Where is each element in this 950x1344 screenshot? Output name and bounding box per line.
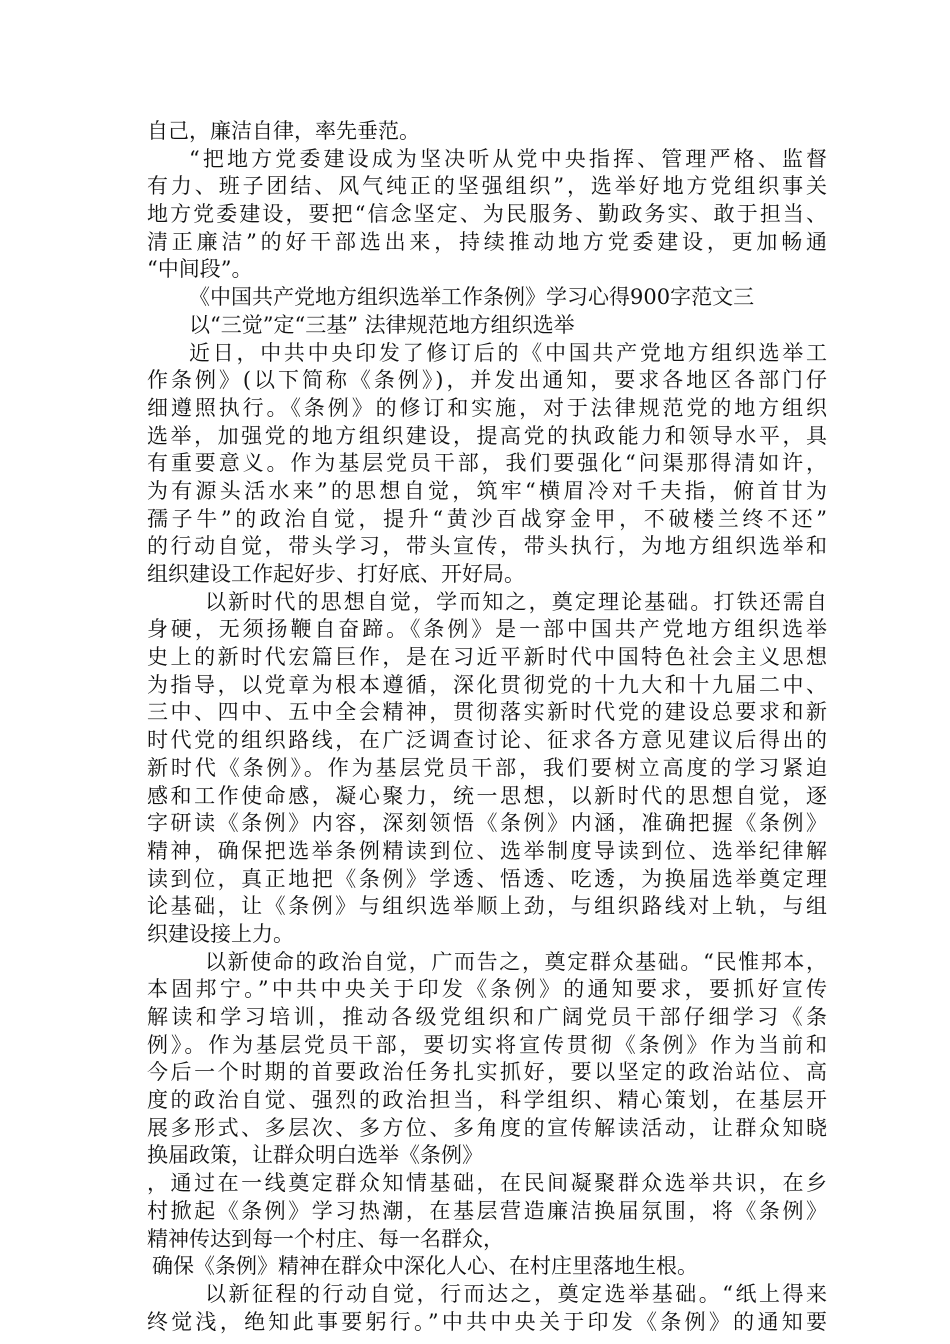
text-line: 展多形式、多层次、多方位、多角度的宣传解读活动，让群众知晓 <box>147 1115 827 1140</box>
text-line: 选举，加强党的地方组织建设，提高党的执政能力和领导水平，具 <box>147 423 827 448</box>
text-line: 以新使命的政治自觉，广而告之，奠定群众基础。“民惟邦本， <box>205 949 827 974</box>
text-line: 精神，确保把选举条例精读到位、选举制度导读到位、选举纪律解 <box>147 838 827 863</box>
text-line: “中间段”。 <box>147 257 253 282</box>
text-line: “把地方党委建设成为坚决听从党中央指挥、管理严格、监督 <box>189 146 827 171</box>
text-line: 感和工作使命感，凝心聚力，统一思想，以新时代的思想自觉，逐 <box>147 783 827 808</box>
text-line: 近日，中共中央印发了修订后的《中国共产党地方组织选举工 <box>189 340 827 365</box>
text-line: 时代党的组织路线，在广泛调查讨论、征求各方意见建议后得出的 <box>147 728 827 753</box>
text-line: 孺子牛”的政治自觉，提升“黄沙百战穿金甲，不破楼兰终不还” <box>147 506 827 531</box>
text-line: 今后一个时期的首要政治任务扎实抓好，要以坚定的政治站位、高 <box>147 1060 827 1085</box>
section-subtitle: 以“三觉”定“三基” 法律规范地方组织选举 <box>189 312 575 337</box>
text-line: 组织建设工作起好步、打好底、开好局。 <box>147 562 525 586</box>
text-line: 新时代《条例》。作为基层党员干部，我们要树立高度的学习紧迫 <box>147 755 827 780</box>
text-line: 细遵照执行。《条例》的修订和实施，对于法律规范党的地方组织 <box>147 395 827 420</box>
text-line: 自己，廉洁自律，率先垂范。 <box>147 119 420 143</box>
text-line: 读到位，真正地把《条例》学透、悟透、吃透，为换届选举奠定理 <box>147 866 827 891</box>
text-line: 度的政治自觉、强烈的政治担当，科学组织、精心策划，在基层开 <box>147 1088 827 1113</box>
text-line: 字研读《条例》内容，深刻领悟《条例》内涵，准确把握《条例》 <box>147 811 827 836</box>
text-line: 确保《条例》精神在群众中深化人心、在村庄里落地生根。 <box>152 1254 698 1279</box>
text-line: 以新时代的思想自觉，学而知之，奠定理论基础。打铁还需自 <box>205 589 827 614</box>
document-body <box>147 118 827 1336</box>
text-line: 的行动自觉，带头学习，带头宣传，带头执行，为地方组织选举和 <box>147 534 827 559</box>
text-line: 换届政策，让群众明白选举《条例》 <box>147 1143 483 1168</box>
text-line: 清正廉洁”的好干部选出来，持续推动地方党委建设，更加畅通 <box>147 229 827 254</box>
text-line: 论基础，让《条例》与组织选举顺上劲，与组织路线对上轨，与组 <box>147 894 827 919</box>
text-line: 有重要意义。作为基层党员干部，我们要强化“问渠那得清如许， <box>147 451 827 476</box>
text-line: 史上的新时代宏篇巨作，是在习近平新时代中国特色社会主义思想 <box>147 645 827 670</box>
text-line: 织建设接上力。 <box>147 921 294 946</box>
text-line: 作条例》(以下简称《条例》)，并发出通知，要求各地区各部门仔 <box>147 368 827 393</box>
text-line: 本固邦宁。”中共中央关于印发《条例》的通知要求，要抓好宣传 <box>147 977 827 1002</box>
text-line: 以新征程的行动自觉，行而达之，奠定选举基础。“纸上得来 <box>205 1281 827 1306</box>
text-line: 地方党委建设，要把“信念坚定、为民服务、勤政务实、敢于担当、 <box>147 202 827 227</box>
text-line: 有力、班子团结、风气纯正的坚强组织”，选举好地方党组织事关 <box>147 174 827 199</box>
text-line: ，通过在一线奠定群众知情基础，在民间凝聚群众选举共识，在乡 <box>147 1171 827 1196</box>
text-line: 为有源头活水来”的思想自觉，筑牢“横眉冷对千夫指，俯首甘为 <box>147 478 827 503</box>
text-line: 三中、四中、五中全会精神，贯彻落实新时代党的建设总要求和新 <box>147 700 827 725</box>
text-line: 例》。作为基层党员干部，要切实将宣传贯彻《条例》作为当前和 <box>147 1032 827 1057</box>
section-title: 《中国共产党地方组织选举工作条例》学习心得900字范文三 <box>189 285 755 310</box>
text-line: 终觉浅，绝知此事要躬行。”中共中央关于印发《条例》的通知要 <box>147 1309 827 1334</box>
text-line: 身硬，无须扬鞭自奋蹄。《条例》是一部中国共产党地方组织选举 <box>147 617 827 642</box>
text-line: 精神传达到每一个村庄、每一名群众， <box>147 1226 504 1251</box>
text-line: 为指导，以党章为根本遵循，深化贯彻党的十九大和十九届二中、 <box>147 672 827 697</box>
text-line: 村掀起《条例》学习热潮，在基层营造廉洁换届氛围，将《条例》 <box>147 1198 827 1223</box>
text-line: 解读和学习培训，推动各级党组织和广阔党员干部仔细学习《条 <box>147 1005 827 1029</box>
